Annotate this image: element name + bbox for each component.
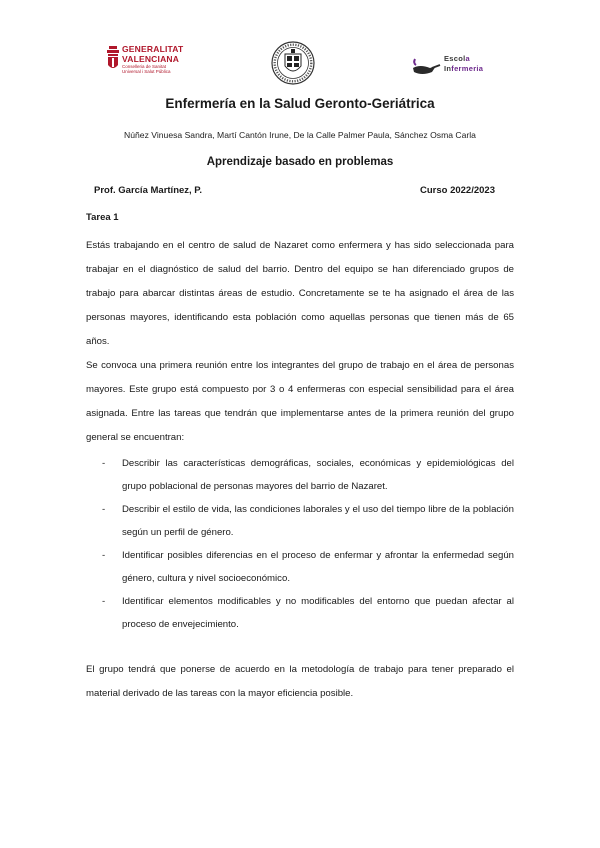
- list-item-text: Identificar elementos modificables y no modificables del entorno que puedan afectar al proceso de envejecimiento.: [122, 596, 514, 630]
- professor-name: Prof. García Martínez, P.: [94, 185, 203, 196]
- task-list: [86, 452, 514, 636]
- bullet-dash: -: [102, 504, 106, 515]
- bullet-dash: -: [102, 596, 106, 607]
- bullet-dash: -: [102, 458, 106, 469]
- document-subtitle: Aprendizaje basado en problemas: [206, 156, 394, 168]
- escola-line1: Escola: [444, 54, 470, 63]
- generalitat-name-line2: VALENCIANA: [122, 54, 180, 64]
- authors-line: Núñez Vinuesa Sandra, Martí Cantón Irune, De la Calle Palmer Paula, Sánchez Osma Carla: [124, 130, 476, 140]
- course-year: Curso 2022/2023: [420, 185, 495, 196]
- list-item-text: Identificar posibles diferencias en el proceso de enfermar y afrontar la enfermedad según género, cultura y nivel socioeconómico.: [122, 550, 514, 584]
- list-item-text: Describir el estilo de vida, las condiciones laborales y el uso del tiempo libre de la población según un perfil de género.: [122, 504, 514, 538]
- bullet-dash: -: [102, 550, 106, 561]
- escola-line2: Infermeria: [444, 64, 484, 73]
- generalitat-emblem-icon: [106, 46, 120, 72]
- list-item-text: Describir las características demográficas, sociales, económicas y epidemiológicas del grupo poblacional de personas mayores del barrio de Nazaret.: [122, 458, 514, 492]
- list-item: [86, 452, 514, 498]
- list-item: [86, 544, 514, 590]
- conselleria-line1: Conselleria de Sanitat: [122, 64, 167, 69]
- list-item: [86, 590, 514, 636]
- lamp-icon: [410, 54, 442, 78]
- paragraph-closing: El grupo tendrá que ponerse de acuerdo en la metodología de trabajo para tener preparado el material derivado de las tareas con la mayor eficiencia posible.: [86, 664, 514, 699]
- escola-infermeria-logo: [410, 54, 520, 84]
- document-title: Enfermería en la Salud Geronto-Geriátrica: [165, 96, 435, 111]
- generalitat-name-line1: GENERALITAT: [122, 44, 184, 54]
- task-heading: Tarea 1: [86, 212, 119, 223]
- paragraph-intro: Estás trabajando en el centro de salud de Nazaret como enfermera y has sido seleccionada para trabajar en el diagnóstico de salud del barrio. Dentro del equipo se han diferenciado grupos de trabajo para abarcar distintas áreas de estudio. Concretamente se te ha asignado el área de las personas mayores, identificando esta población como aquellas personas que tienen más de 65 años.: [86, 240, 514, 347]
- paragraph-meeting: Se convoca una primera reunión entre los integrantes del grupo de trabajo en el área de personas mayores. Este grupo está compuesto por 3 o 4 enfermeras con especial sensibilidad para el área asignada. Entre las tareas que tendrán que implementarse antes de la primera reunión del grupo general se encuentran:: [86, 360, 514, 443]
- conselleria-line2: Universal i Salut Pública: [122, 69, 171, 74]
- list-item: [86, 498, 514, 544]
- university-seal-icon: [271, 41, 315, 85]
- generalitat-logo: [106, 44, 196, 84]
